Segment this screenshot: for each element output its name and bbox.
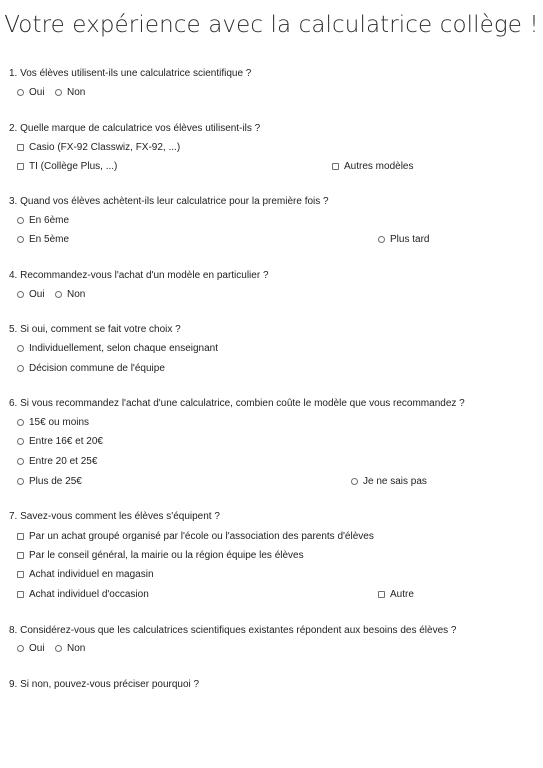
q7-option-occasion[interactable]: [17, 589, 149, 600]
option-label: Oui: [29, 87, 45, 98]
checkbox-icon[interactable]: [17, 571, 24, 578]
radio-icon[interactable]: [17, 458, 24, 465]
question-5-label: 5. Si oui, comment se fait votre choix ?: [9, 324, 181, 335]
option-label: TI (Collège Plus, ...): [29, 161, 118, 172]
q7-option-achat-groupe[interactable]: [17, 531, 374, 542]
q2-option-autres[interactable]: [332, 161, 413, 172]
question-3-label: 3. Quand vos élèves achètent-ils leur calculatrice pour la première fois ?: [9, 196, 329, 207]
option-label: Oui: [29, 289, 45, 300]
q6-option-20-25[interactable]: [17, 456, 97, 467]
checkbox-icon[interactable]: [17, 552, 24, 559]
q4-option-oui[interactable]: [17, 289, 45, 300]
question-6-label: 6. Si vous recommandez l'achat d'une calculatrice, combien coûte le modèle que vous recommandez ?: [9, 398, 465, 409]
radio-icon[interactable]: [17, 365, 24, 372]
q4-option-non[interactable]: [55, 289, 85, 300]
radio-icon[interactable]: [55, 291, 62, 298]
q2-option-casio[interactable]: [17, 142, 180, 153]
q7-option-autre[interactable]: [378, 589, 414, 600]
radio-icon[interactable]: [55, 645, 62, 652]
option-label: Casio (FX-92 Classwiz, FX-92, ...): [29, 142, 181, 153]
option-label: Entre 20 et 25€: [29, 456, 98, 467]
checkbox-icon[interactable]: [17, 144, 24, 151]
question-9-label: 9. Si non, pouvez-vous préciser pourquoi ?: [9, 679, 200, 690]
checkbox-icon[interactable]: [332, 163, 339, 170]
q8-option-non[interactable]: [55, 643, 85, 654]
radio-icon[interactable]: [17, 345, 24, 352]
option-label: Oui: [29, 643, 45, 654]
option-label: Plus de 25€: [29, 476, 82, 487]
q3-option-plus-tard[interactable]: [378, 234, 429, 245]
q3-option-5eme[interactable]: [17, 234, 69, 245]
radio-icon[interactable]: [17, 645, 24, 652]
q6-option-15-ou-moins[interactable]: [17, 417, 89, 428]
q2-option-ti[interactable]: [17, 161, 117, 172]
option-label: Par un achat groupé organisé par l'école ou l'association des parents d'élèves: [29, 531, 374, 542]
question-1-label: 1. Vos élèves utilisent-ils une calculatrice scientifique ?: [9, 68, 252, 79]
checkbox-icon[interactable]: [17, 163, 24, 170]
question-7-label: 7. Savez-vous comment les élèves s'équipent ?: [9, 511, 220, 522]
option-label: Par le conseil général, la mairie ou la région équipe les élèves: [29, 550, 304, 561]
checkbox-icon[interactable]: [17, 591, 24, 598]
option-label: En 5ème: [29, 234, 70, 245]
option-label: Autre: [390, 589, 414, 600]
option-label: En 6ème: [29, 215, 70, 226]
radio-icon[interactable]: [17, 217, 24, 224]
option-label: Décision commune de l'équipe: [29, 363, 165, 374]
question-2-label: 2. Quelle marque de calculatrice vos élèves utilisent-ils ?: [9, 123, 261, 134]
radio-icon[interactable]: [351, 478, 358, 485]
option-label: Non: [67, 87, 86, 98]
q3-option-6eme[interactable]: [17, 215, 69, 226]
q7-option-conseil-general[interactable]: [17, 550, 304, 561]
q6-option-je-ne-sais-pas[interactable]: [351, 476, 427, 487]
q5-option-decision-commune[interactable]: [17, 363, 165, 374]
option-label: Non: [67, 643, 86, 654]
q5-option-individuellement[interactable]: [17, 343, 218, 354]
q8-option-oui[interactable]: [17, 643, 45, 654]
radio-icon[interactable]: [17, 478, 24, 485]
option-label: Achat individuel d'occasion: [29, 589, 149, 600]
radio-icon[interactable]: [17, 89, 24, 96]
radio-icon[interactable]: [55, 89, 62, 96]
option-label: 15€ ou moins: [29, 417, 90, 428]
question-8-label: 8. Considérez-vous que les calculatrices scientifiques existantes répondent aux besoins des élèves ?: [9, 625, 457, 636]
radio-icon[interactable]: [17, 438, 24, 445]
option-label: Achat individuel en magasin: [29, 569, 154, 580]
option-label: Autres modèles: [344, 161, 414, 172]
q6-option-plus-de-25[interactable]: [17, 476, 82, 487]
radio-icon[interactable]: [17, 419, 24, 426]
checkbox-icon[interactable]: [378, 591, 385, 598]
q6-option-16-20[interactable]: [17, 436, 103, 447]
q7-option-achat-magasin[interactable]: [17, 569, 154, 580]
option-label: Non: [67, 289, 86, 300]
q1-option-non[interactable]: [55, 87, 85, 98]
checkbox-icon[interactable]: [17, 533, 24, 540]
radio-icon[interactable]: [378, 236, 385, 243]
option-label: Plus tard: [390, 234, 430, 245]
option-label: Je ne sais pas: [363, 476, 427, 487]
option-label: Entre 16€ et 20€: [29, 436, 103, 447]
radio-icon[interactable]: [17, 236, 24, 243]
q1-option-oui[interactable]: [17, 87, 45, 98]
page-title: Votre expérience avec la calculatrice collège !: [4, 12, 539, 38]
radio-icon[interactable]: [17, 291, 24, 298]
question-4-label: 4. Recommandez-vous l'achat d'un modèle en particulier ?: [9, 270, 269, 281]
option-label: Individuellement, selon chaque enseignant: [29, 343, 219, 354]
